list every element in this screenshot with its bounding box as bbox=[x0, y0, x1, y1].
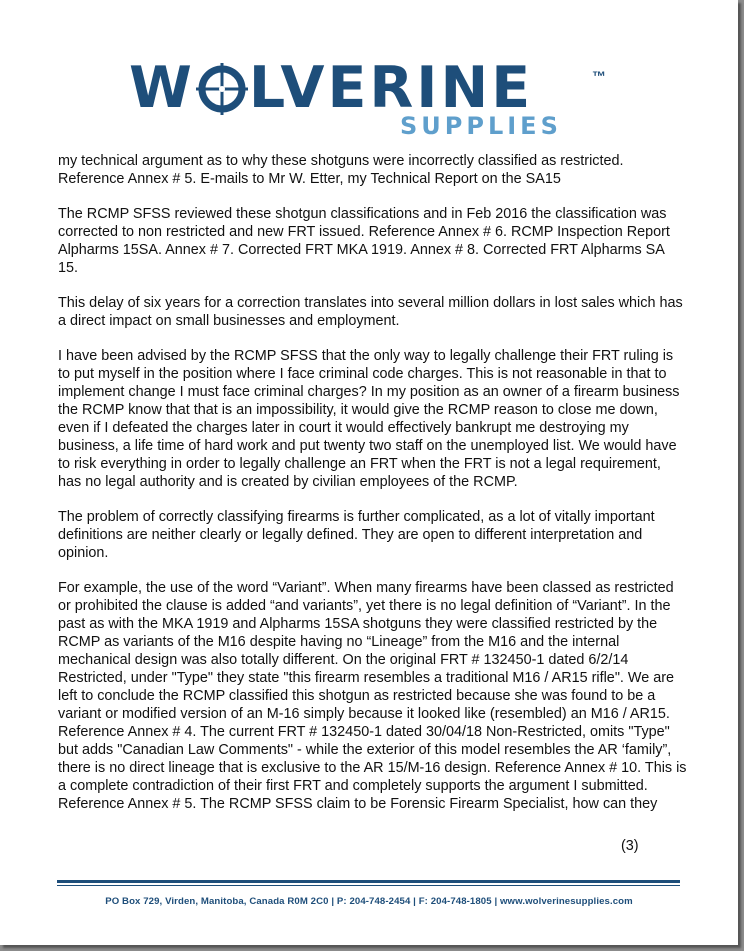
logo-letters-lverine: LVERINE bbox=[248, 55, 534, 121]
company-logo bbox=[0, 40, 738, 150]
paragraph-3: This delay of six years for a correction translates into several million dollars in lost sales which has a direct impact on small businesses and employment. bbox=[58, 295, 683, 329]
logo-subtitle: SUPPLIES bbox=[400, 112, 562, 140]
paragraph-4: I have been advised by the RCMP SFSS that the only way to legally challenge their FRT ruling is to put myself in the position where I face criminal code charges. This is not reasonable in that to implement change I must face criminal charges? In my position as an owner of a firearm business the RCMP know that that is an impossibility, it would give the RCMP reason to close me down, even if I defeated the charges later in court it would effectively bankrupt me destroying my business, a life time of hard work and put twenty two staff on the unemployed list. We would have to risk everything in order to legally challenge an FRT when the FRT is not a legal requirement, has no legal authority and is created by civilian employees of the RCMP. bbox=[58, 348, 680, 490]
paragraph-5: The problem of correctly classifying firearms is further complicated, as a lot of vitally important definitions are neither clearly or legally defined. They are open to different interpretation and opinion. bbox=[58, 509, 655, 561]
footer-divider bbox=[57, 880, 680, 883]
trademark-symbol: ™ bbox=[592, 68, 606, 84]
paragraph-6: For example, the use of the word “Variant”. When many firearms have been classed as restricted or prohibited the clause is added “and variants”, yet there is no legal definition of “Variant”. In the past as with the MKA 1919 and Alpharms 15SA shotguns they were classified restricted by the RCMP as variants of the M16 despite having no “Lineage” from the M16 and the internal mechanical design was also totally different. On the original FRT # 132450-1 dated 6/2/14 Restricted, under "Type" they state "this firearm resembles a traditional M16 / AR15 rifle". We are left to conclude the RCMP classified this shotgun as restricted because she was found to be a variant or modified version of an M-16 simply because it looked like (resembled) an M16 / AR15. Reference Annex # 4. The current FRT # 132450-1 dated 30/04/18 Non-Restricted, omits "Type" but adds "Canadian Law Comments" - while the exterior of this model resembles the AR ‘family”, there is no direct lineage that is exclusive to the AR 15/M-16 design. Reference Annex # 10. This is a complete contradiction of their first FRT and completely supports the argument I submitted. Reference Annex # 5. The RCMP SFSS claim to be Forensic Firearm Specialist, how can they bbox=[58, 580, 687, 812]
footer-contact: PO Box 729, Virden, Manitoba, Canada R0M 2C0 | P: 204-748-2454 | F: 204-748-1805 | www.wolverinesupplies.com bbox=[105, 896, 633, 907]
logo-wordmark bbox=[129, 55, 534, 121]
paragraph-2: The RCMP SFSS reviewed these shotgun classifications and in Feb 2016 the classification was corrected to non restricted and new FRT issued. Reference Annex # 6. RCMP Inspection Report Alpharms 15SA. Annex # 7. Corrected FRT MKA 1919. Annex # 8. Corrected FRT Alpharms SA 15. bbox=[58, 206, 670, 276]
logo-letter-w: W bbox=[129, 55, 195, 121]
crosshair-icon bbox=[196, 63, 248, 115]
paragraph-1: my technical argument as to why these shotguns were incorrectly classified as restricted. Reference Annex # 5. E-mails to Mr W. Etter, my Technical Report on the SA15 bbox=[58, 153, 624, 187]
letter-body bbox=[58, 152, 688, 830]
footer-divider-thin bbox=[57, 885, 680, 886]
page-number: (3) bbox=[621, 838, 639, 854]
